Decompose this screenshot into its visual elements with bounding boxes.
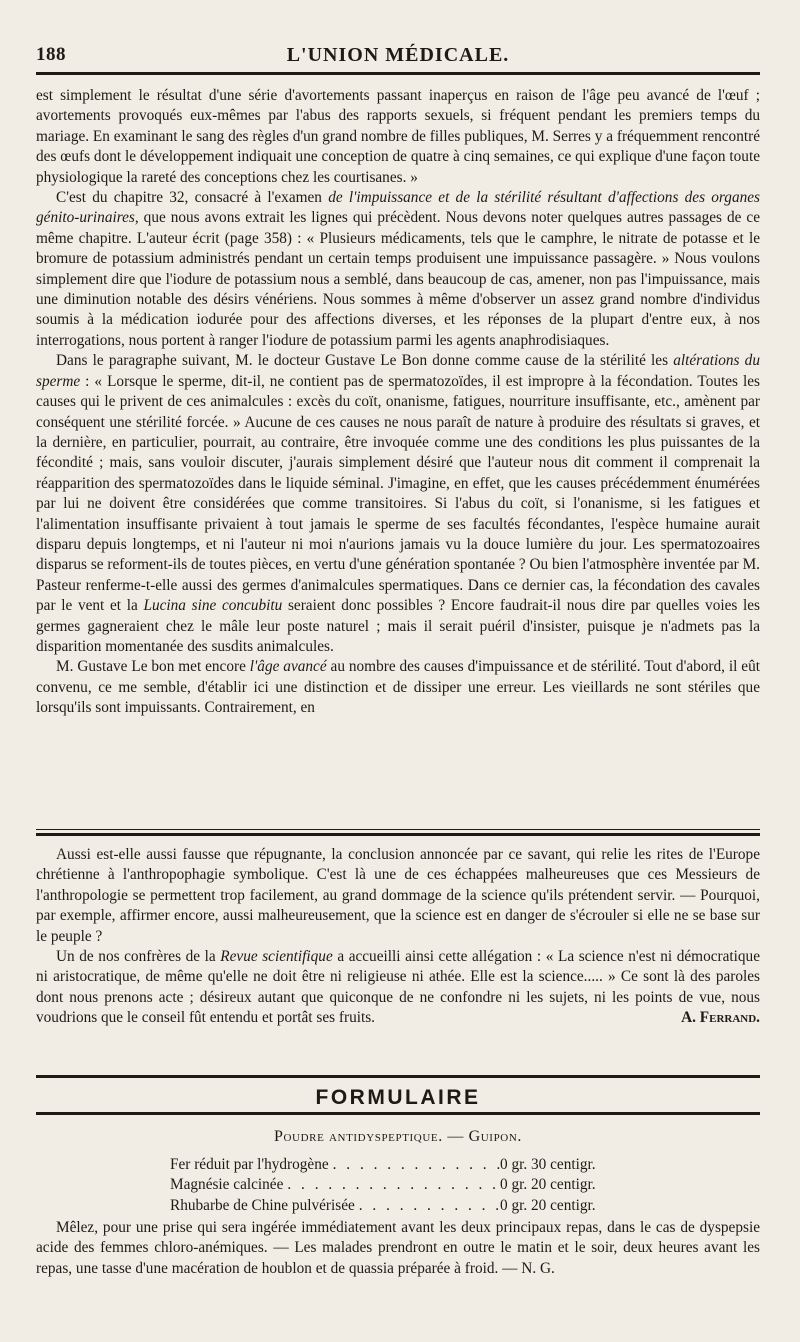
text-run: est simplement le résultat d'une série d'avortements passant inaperçus en raison de l'âge peu avancé de l'œuf ; avortements provoqués eux-mêmes par l'abus des rapports sexuels, si fréquent pendant les premiers temps du mariage. En examinant le sang des règles d'un grand nombre de filles publiques, M. Serres y a fréquemment rencontré des œufs dont le développement indiquait une conception de quatre à cinq semaines, ce qui explique d'une façon toute physiologique la rareté des conceptions chez les courtisanes. »	[36, 87, 760, 186]
paragraph	[36, 351, 760, 657]
author-signature: A. Ferrand.	[681, 1009, 760, 1027]
paragraph	[36, 657, 760, 718]
formulaire-title: FORMULAIRE	[315, 1086, 481, 1109]
leader-dots	[355, 1196, 500, 1216]
ingredient-list	[170, 1155, 630, 1216]
formulaire-rule-bottom	[36, 1112, 760, 1115]
text-run: , que nous avons extrait les lignes qui précèdent. Nous devons noter quelques autres passages de ce même chapitre. L'auteur écrit (page 358) : « Plusieurs médicaments, tels que le camphre, le nitrate de potasse et le bromure de potassium administrés pendant un certain temps produisent une impuissance passagère. » Nous voulons simplement dire que l'iodure de potassium nous a semblé, dans beaucoup de cas, amener, non pas l'impuissance, mais une diminution notable des désirs vénériens. Nous sommes à même d'observer un assez grand nombre d'individus soumis à la médication iodurée pour des affections diverses, et les réponses de la plupart d'entre eux, à nos interrogations, nous portent à ranger l'iodure de potassium parmi les agents anaphrodisiaques.	[36, 209, 760, 349]
italic-text: Lucina sine concubitu	[143, 597, 283, 615]
text-run: Dans le paragraphe suivant, M. le docteur Gustave Le Bon donne comme cause de la stérilité les	[56, 352, 674, 370]
italic-text: de l'impuissance et de la stérilité résultant d'affections des organes génito-urinaires	[36, 189, 760, 227]
text-run: a accueilli ainsi cette allégation : « La science n'est ni démocratique ni aristocratique, de même qu'elle ne doit être ni religieuse ni athée. Elle est la science..... » Ce sont là des paroles dont nous prenons acte ; désireux autant que quiconque de ne confondre ni les sujets, ni les points de vue, nous voudrions que le conseil fût entendu et portât ses fruits.	[36, 948, 760, 1027]
italic-text: altérations du sperme	[36, 352, 760, 390]
ingredient-name: Magnésie calcinée	[170, 1176, 284, 1194]
paragraph	[36, 845, 760, 947]
ingredient-quantity: 0 gr. 30 centigr.	[500, 1156, 596, 1173]
text-run: seraient donc possibles ? Encore faudrait-il nous dire par quelles voies les germes gagneraient chez le mâle leur poste naturel ; mais il serait puéril d'insister, puisque je n'admets pas la disparition momentanée des susdits animalcules.	[36, 597, 761, 655]
ingredient-row	[170, 1155, 630, 1175]
recipe-instructions: Mêlez, pour une prise qui sera ingérée immédiatement avant les deux principaux repas, dans le cas de dyspepsie acide des femmes chloro-anémiques. — Les malades prendront en outre le matin et le soir, deux heures avant les repas, une tasse d'une macération de houblon et de quassia préparée à froid. — N. G.	[36, 1219, 760, 1277]
leader-dots	[283, 1175, 500, 1195]
ingredient-quantity: 0 gr. 20 centigr.	[500, 1176, 596, 1194]
ingredient-row	[170, 1175, 630, 1195]
recipe-title: Poudre antidyspeptique. — Guipon.	[274, 1128, 522, 1145]
journal-title: L'UNION MÉDICALE.	[286, 44, 510, 66]
header-rule	[36, 72, 760, 75]
ingredient-name: Fer réduit par l'hydrogène	[170, 1156, 329, 1173]
feuilleton-rule-top	[36, 829, 760, 830]
text-run: au nombre des causes d'impuissance et de stérilité. Tout d'abord, il eût convenu, ce me semble, d'établir ici une distinction et de dissiper une erreur. Les vieillards ne sont stériles que lorsqu'ils sont impuissants. Contrairement, en	[36, 658, 760, 717]
paragraph	[36, 947, 760, 1029]
running-head	[36, 38, 760, 68]
text-run: : « Lorsque le sperme, dit-il, ne contient pas de spermatozoïdes, il est impropre à la fécondation. Toutes les causes qui le privent de ces animalcules : excès du coït, onanisme, fatigues, nourriture insuffisante, etc., amènent par conséquent une stérilité forcée. » Aucune de ces causes ne nous paraît de nature à produire des résultats si graves, et la dernière, en particulier, pourrait, au contraire, être invoquée comme une des conditions les plus puissantes de la fécondité ; mais, sans vouloir discuter, j'aurais simplement désiré que l'auteur nous dit comment il comprenait la réapparition des spermatozoïdes dans le liquide séminal. J'imagine, en effet, que les causes précédemment énumérées par lui ne doivent être considérées que comme transitoires. Si l'abus du coït, si l'onanisme, si les fatigues et l'alimentation insuffisante privaient à tout jamais le sperme de ses facultés fécondantes, l'espèce humaine aurait disparu depuis longtemps, et ni l'auteur ni moi n'aurions jamais vu la douce lumière du jour. Les spermatozoaires disparus se reforment-ils de toutes pièces, en vertu d'une génération spontanée ? Ou bien l'atmosphère inventée par M. Pasteur renferme-t-elle aussi des germes d'animalcules spermatiques. Dans ce dernier cas, la fécondation des cavales par le vent et la	[36, 372, 760, 615]
text-run: C'est du chapitre 32, consacré à l'examen	[56, 189, 329, 207]
italic-text: l'âge avancé	[249, 658, 327, 676]
text-run: M. Gustave Le bon met encore	[56, 658, 250, 676]
paragraph	[36, 188, 760, 351]
text-run: Un de nos confrères de la	[56, 948, 221, 966]
formulaire-rule-top	[36, 1075, 760, 1078]
paragraph	[36, 86, 760, 188]
leader-dots	[329, 1155, 500, 1175]
text-run: Aussi est-elle aussi fausse que répugnante, la conclusion annoncée par ce savant, qui relie les rites de l'Europe chrétienne à l'anthropophagie symbolique. C'est là une de ces échappées malheureuses que ces Messieurs de l'anthropologie se permettent trop facilement, au grand dommage de la science qu'ils prétendent servir. — Pourquoi, par exemple, affirmer encore, aussi malheureusement, que la science est en danger de s'écrouler si elle ne se base sur le peuple ?	[36, 846, 760, 945]
ingredient-quantity: 0 gr. 20 centigr.	[500, 1196, 596, 1214]
main-article	[36, 86, 760, 719]
page-number: 188	[36, 44, 66, 65]
feuilleton-rule-bottom	[36, 833, 760, 836]
feuilleton-article	[36, 845, 760, 1029]
italic-text: Revue scientifique	[220, 948, 333, 966]
recipe-instructions-block	[36, 1218, 760, 1279]
ingredient-name: Rhubarbe de Chine pulvérisée	[170, 1196, 355, 1214]
ingredient-row	[170, 1196, 630, 1216]
